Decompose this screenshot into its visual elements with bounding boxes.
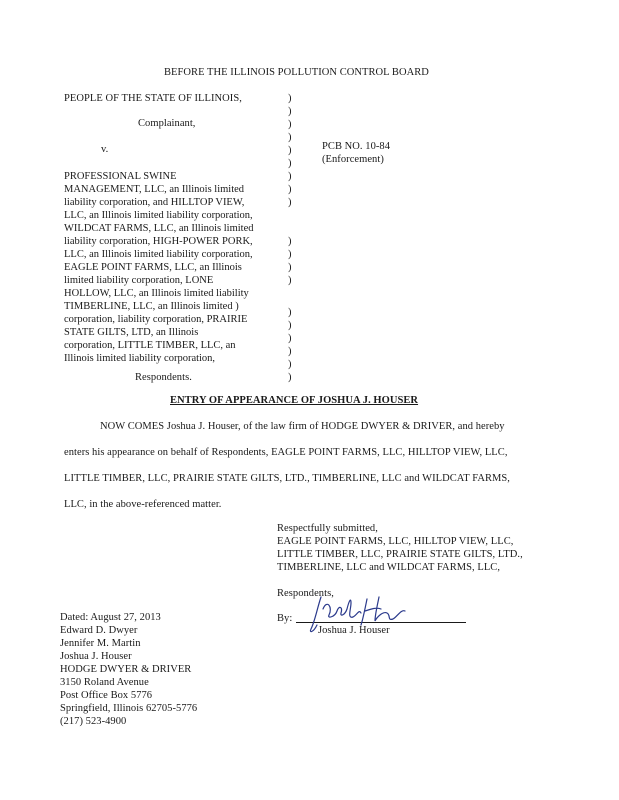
caption-paren: ) bbox=[288, 372, 292, 383]
party-line: STATE GILTS, LTD, an Illinois bbox=[64, 327, 199, 338]
counsel-line: Joshua J. Houser bbox=[60, 651, 132, 662]
counsel-line: Jennifer M. Martin bbox=[60, 638, 141, 649]
counsel-line: HODGE DWYER & DRIVER bbox=[60, 664, 192, 675]
party-line: corporation, liability corporation, PRAIRIE bbox=[64, 314, 248, 325]
case-number: PCB NO. 10-84 bbox=[322, 141, 391, 152]
party-line: corporation, LITTLE TIMBER, LLC, an bbox=[64, 340, 236, 351]
party-line: limited liability corporation, LONE bbox=[64, 275, 214, 286]
counsel-line: 3150 Roland Avenue bbox=[60, 677, 149, 688]
caption-paren: ) bbox=[288, 307, 292, 318]
document-title: ENTRY OF APPEARANCE OF JOSHUA J. HOUSER bbox=[170, 395, 419, 406]
caption-paren: ) bbox=[288, 106, 292, 117]
respectfully-submitted: Respectfully submitted, bbox=[277, 523, 378, 534]
respondent-parties bbox=[64, 170, 284, 365]
signer-role: Respondents, bbox=[277, 588, 334, 599]
versus-label: v. bbox=[101, 144, 109, 155]
client-line: EAGLE POINT FARMS, LLC, HILLTOP VIEW, LLC, bbox=[277, 536, 514, 547]
party-line: EAGLE POINT FARMS, LLC, an Illinois bbox=[64, 262, 242, 273]
plaintiff-name: PEOPLE OF THE STATE OF ILLINOIS, bbox=[64, 93, 242, 104]
caption-paren: ) bbox=[288, 184, 292, 195]
caption-paren: ) bbox=[288, 236, 292, 247]
signer-name: Joshua J. Houser bbox=[318, 625, 390, 636]
caption-paren: ) bbox=[288, 145, 292, 156]
counsel-line: Post Office Box 5776 bbox=[60, 690, 153, 701]
caption-paren: ) bbox=[288, 249, 292, 260]
caption-paren: ) bbox=[288, 262, 292, 273]
party-line: TIMBERLINE, LLC, an Illinois limited ) bbox=[64, 301, 239, 312]
caption-paren: ) bbox=[288, 171, 292, 182]
caption-paren: ) bbox=[288, 320, 292, 331]
party-line: LLC, an Illinois limited liability corporation, bbox=[64, 249, 253, 260]
caption-paren: ) bbox=[288, 158, 292, 169]
caption-paren: ) bbox=[288, 359, 292, 370]
body-line: LITTLE TIMBER, LLC, PRAIRIE STATE GILTS, LTD., TIMBERLINE, LLC and WILDCAT FARMS, bbox=[64, 473, 510, 484]
body-line: enters his appearance on behalf of Respondents, EAGLE POINT FARMS, LLC, HILLTOP VIEW, LLC, bbox=[64, 447, 508, 458]
party-line: HOLLOW, LLC, an Illinois limited liability bbox=[64, 288, 249, 299]
caption-paren: ) bbox=[288, 346, 292, 357]
counsel-line: Springfield, Illinois 62705-5776 bbox=[60, 703, 198, 714]
counsel-line: Edward D. Dwyer bbox=[60, 625, 138, 636]
body-line: NOW COMES Joshua J. Houser, of the law firm of HODGE DWYER & DRIVER, and hereby bbox=[100, 421, 505, 432]
party-line: MANAGEMENT, LLC, an Illinois limited bbox=[64, 184, 245, 195]
party-line: LLC, an Illinois limited liability corporation, bbox=[64, 210, 253, 221]
body-line: LLC, in the above-referenced matter. bbox=[64, 499, 222, 510]
caption-paren: ) bbox=[288, 275, 292, 286]
caption-paren: ) bbox=[288, 93, 292, 104]
caption-paren: ) bbox=[288, 119, 292, 130]
by-label: By: bbox=[277, 613, 293, 624]
caption-paren: ) bbox=[288, 132, 292, 143]
client-line: TIMBERLINE, LLC and WILDCAT FARMS, LLC, bbox=[277, 562, 501, 573]
case-type: (Enforcement) bbox=[322, 154, 384, 165]
caption-paren: ) bbox=[288, 333, 292, 344]
board-header: BEFORE THE ILLINOIS POLLUTION CONTROL BOARD bbox=[164, 67, 429, 78]
party-line: liability corporation, and HILLTOP VIEW, bbox=[64, 197, 245, 208]
party-line: liability corporation, HIGH-POWER PORK, bbox=[64, 236, 253, 247]
complainant-label: Complainant, bbox=[138, 118, 196, 129]
party-line: PROFESSIONAL SWINE bbox=[64, 171, 177, 182]
party-line: Illinois limited liability corporation, bbox=[64, 353, 216, 364]
client-line: LITTLE TIMBER, LLC, PRAIRIE STATE GILTS, LTD., bbox=[277, 549, 523, 560]
party-line: WILDCAT FARMS, LLC, an Illinois limited bbox=[64, 223, 254, 234]
counsel-line: (217) 523-4900 bbox=[60, 716, 127, 727]
caption-paren: ) bbox=[288, 197, 292, 208]
filing-date: Dated: August 27, 2013 bbox=[60, 612, 161, 623]
respondents-label: Respondents. bbox=[135, 372, 192, 383]
